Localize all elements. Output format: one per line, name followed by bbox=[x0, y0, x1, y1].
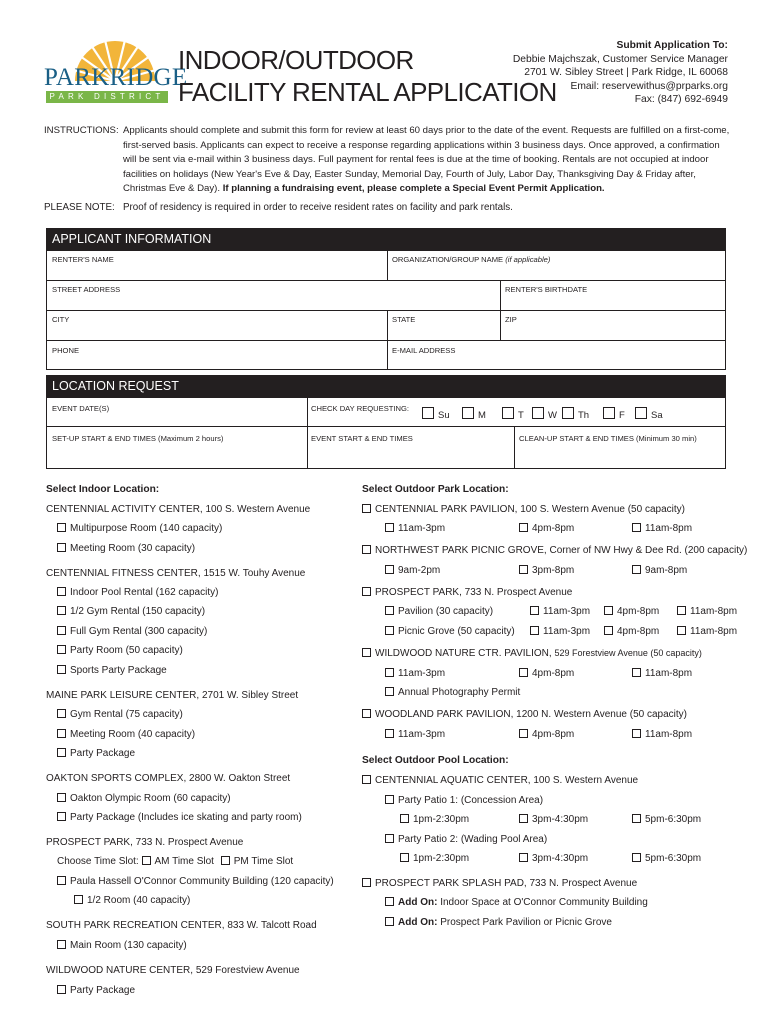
woodland-slot-1[interactable]: 11am-3pm bbox=[385, 728, 445, 741]
day-checkbox-m[interactable]: M bbox=[462, 407, 486, 421]
outdoor-heading: Select Outdoor Park Location: bbox=[362, 484, 509, 495]
woodland-pavilion-option[interactable]: WOODLAND PARK PAVILION, 1200 N. Western Avenue (50 capacity) bbox=[362, 708, 687, 721]
aquatic-center-option[interactable]: CENTENNIAL AQUATIC CENTER, 100 S. Western Avenue bbox=[362, 774, 638, 787]
wildwood-slot-1[interactable]: 11am-3pm bbox=[385, 667, 445, 680]
gym-rental-option[interactable]: Gym Rental (75 capacity) bbox=[57, 708, 183, 721]
renter-name-field[interactable]: RENTER'S NAME bbox=[52, 255, 114, 264]
meeting-room-30-option[interactable]: Meeting Room (30 capacity) bbox=[57, 542, 195, 555]
day-checkbox-sa[interactable]: Sa bbox=[635, 407, 663, 421]
northwest-slot-1[interactable]: 9am-2pm bbox=[385, 564, 440, 577]
event-times-field[interactable]: EVENT START & END TIMES bbox=[311, 434, 413, 443]
wildwood-slot-2[interactable]: 4pm-8pm bbox=[519, 667, 574, 680]
patio1-slot-2[interactable]: 3pm-4:30pm bbox=[519, 813, 588, 826]
olympic-room-option[interactable]: Oakton Olympic Room (60 capacity) bbox=[57, 792, 231, 805]
pm-slot-option[interactable]: PM Time Slot bbox=[217, 856, 293, 867]
grove-slot-3[interactable]: 11am-8pm bbox=[677, 625, 737, 638]
party-room-option[interactable]: Party Room (50 capacity) bbox=[57, 644, 183, 657]
wildwood-indoor-label: WILDWOOD NATURE CENTER, 529 Forestview Avenue bbox=[46, 965, 300, 976]
pavilion-option[interactable]: Pavilion (30 capacity) bbox=[385, 605, 493, 618]
day-checkbox-w[interactable]: W bbox=[532, 407, 557, 421]
pavilion-slot-2[interactable]: 4pm-8pm bbox=[604, 605, 659, 618]
woodland-slot-2[interactable]: 4pm-8pm bbox=[519, 728, 574, 741]
day-checkbox-t[interactable]: T bbox=[502, 407, 524, 421]
picnic-grove-option[interactable]: Picnic Grove (50 capacity) bbox=[385, 625, 515, 638]
applicant-box bbox=[46, 250, 726, 370]
page-title: INDOOR/OUTDOOR FACILITY RENTAL APPLICATION bbox=[178, 45, 557, 107]
patio1-slot-1[interactable]: 1pm-2:30pm bbox=[400, 813, 469, 826]
day-checkbox-f[interactable]: F bbox=[603, 407, 625, 421]
pavilion-slot-1[interactable]: 11am-3pm bbox=[530, 605, 590, 618]
half-room-option[interactable]: 1/2 Room (40 capacity) bbox=[74, 894, 190, 907]
centennial-fitness-label: CENTENNIAL FITNESS CENTER, 1515 W. Touhy Avenue bbox=[46, 568, 306, 579]
meeting-room-40-option[interactable]: Meeting Room (40 capacity) bbox=[57, 728, 195, 741]
half-gym-option[interactable]: 1/2 Gym Rental (150 capacity) bbox=[57, 605, 205, 618]
email-field[interactable]: E-MAIL ADDRESS bbox=[392, 346, 456, 355]
birthdate-field[interactable]: RENTER'S BIRTHDATE bbox=[505, 285, 588, 294]
wildwood-slot-3[interactable]: 11am-8pm bbox=[632, 667, 692, 680]
setup-times-field[interactable]: SET-UP START & END TIMES (Maximum 2 hours) bbox=[52, 434, 224, 443]
full-gym-option[interactable]: Full Gym Rental (300 capacity) bbox=[57, 625, 207, 638]
centennial-slot-1[interactable]: 11am-3pm bbox=[385, 522, 445, 535]
patio2-slot-2[interactable]: 3pm-4:30pm bbox=[519, 852, 588, 865]
splash-pad-option[interactable]: PROSPECT PARK SPLASH PAD, 733 N. Prospect Avenue bbox=[362, 877, 637, 890]
applicant-heading: APPLICANT INFORMATION bbox=[46, 228, 726, 250]
northwest-slot-2[interactable]: 3pm-8pm bbox=[519, 564, 574, 577]
day-checkbox-th[interactable]: Th bbox=[562, 407, 589, 421]
patio2-slot-3[interactable]: 5pm-6:30pm bbox=[632, 852, 701, 865]
maine-park-label: MAINE PARK LEISURE CENTER, 2701 W. Sibley Street bbox=[46, 690, 299, 701]
event-dates-field[interactable]: EVENT DATE(S) bbox=[52, 404, 110, 413]
logo-subtitle: PARK DISTRICT bbox=[49, 92, 165, 101]
wildwood-pavilion-option[interactable]: WILDWOOD NATURE CTR. PAVILION, 529 Forestview Avenue (50 capacity) bbox=[362, 647, 702, 660]
indoor-pool-option[interactable]: Indoor Pool Rental (162 capacity) bbox=[57, 586, 218, 599]
cleanup-times-field[interactable]: CLEAN-UP START & END TIMES (Minimum 30 min) bbox=[519, 434, 697, 443]
patio-1-option[interactable]: Party Patio 1: (Concession Area) bbox=[385, 794, 543, 807]
check-day-label: CHECK DAY REQUESTING: bbox=[311, 404, 410, 413]
phone-field[interactable]: PHONE bbox=[52, 346, 80, 355]
woodland-slot-3[interactable]: 11am-8pm bbox=[632, 728, 692, 741]
please-note: PLEASE NOTE: Proof of residency is required in order to receive resident rates on facility and park rentals. bbox=[44, 202, 513, 213]
am-slot-option[interactable]: AM Time Slot bbox=[142, 856, 214, 867]
location-box bbox=[46, 397, 726, 469]
sports-party-option[interactable]: Sports Party Package bbox=[57, 664, 167, 677]
maine-party-option[interactable]: Party Package bbox=[57, 747, 135, 760]
centennial-pavilion-option[interactable]: CENTENNIAL PARK PAVILION, 100 S. Western Avenue (50 capacity) bbox=[362, 503, 685, 516]
prospect-park-option[interactable]: PROSPECT PARK, 733 N. Prospect Avenue bbox=[362, 586, 572, 599]
time-slot-row: Choose Time Slot: AM Time Slot PM Time Slot bbox=[57, 856, 294, 867]
indoor-heading: Select Indoor Location: bbox=[46, 484, 160, 495]
northwest-grove-option[interactable]: NORTHWEST PARK PICNIC GROVE, Corner of NW Hwy & Dee Rd. (200 capacity) bbox=[362, 544, 747, 557]
submit-address: Submit Application To: Debbie Majchszak, Customer Service Manager 2701 W. Sibley Street | Park Ridge, IL 60068 Email: reservewithus@prparks.org Fax: (847) 692-6949 bbox=[512, 40, 728, 105]
centennial-slot-3[interactable]: 11am-8pm bbox=[632, 522, 692, 535]
organization-field[interactable]: ORGANIZATION/GROUP NAME (if applicable) bbox=[392, 255, 551, 264]
pavilion-slot-3[interactable]: 11am-8pm bbox=[677, 605, 737, 618]
city-field[interactable]: CITY bbox=[52, 315, 70, 324]
northwest-slot-3[interactable]: 9am-8pm bbox=[632, 564, 687, 577]
patio-2-option[interactable]: Party Patio 2: (Wading Pool Area) bbox=[385, 833, 547, 846]
instructions: INSTRUCTIONS: Applicants should complete and submit this form for review at least 60 days prior to the date of the event. Requests are fulfilled on a first-come, first-served basis. Applicants can expect to receive a response regarding applications within 3 business days. Once approved, a confirmation will be sent via e-mail within 3 business days. Full payment for rental fees is due at the time of booking. Rentals are not occupied at indoor facilities on holidays (New Year's Eve & Day, Easter Sunday, Memorial Day, Fourth of July, Labor Day, Thanksgiving Day & Friday after, Christmas Eve & Day). If planning a fundraising event, please complete a Special Event Permit Application. bbox=[44, 125, 730, 195]
patio1-slot-3[interactable]: 5pm-6:30pm bbox=[632, 813, 701, 826]
wildwood-party-option[interactable]: Party Package bbox=[57, 984, 135, 997]
day-checkbox-su[interactable]: Su bbox=[422, 407, 450, 421]
street-field[interactable]: STREET ADDRESS bbox=[52, 285, 121, 294]
location-heading: LOCATION REQUEST bbox=[46, 375, 726, 397]
zip-field[interactable]: ZIP bbox=[505, 315, 517, 324]
grove-slot-2[interactable]: 4pm-8pm bbox=[604, 625, 659, 638]
main-room-option[interactable]: Main Room (130 capacity) bbox=[57, 939, 187, 952]
centennial-activity-label: CENTENNIAL ACTIVITY CENTER, 100 S. Western Avenue bbox=[46, 504, 311, 515]
addon-oconnor-option[interactable]: Add On: Indoor Space at O'Connor Community Building bbox=[385, 896, 648, 909]
patio2-slot-1[interactable]: 1pm-2:30pm bbox=[400, 852, 469, 865]
south-park-label: SOUTH PARK RECREATION CENTER, 833 W. Talcott Road bbox=[46, 920, 317, 931]
multipurpose-room-option[interactable]: Multipurpose Room (140 capacity) bbox=[57, 522, 222, 535]
oakton-label: OAKTON SPORTS COMPLEX, 2800 W. Oakton Street bbox=[46, 773, 291, 784]
addon-pavilion-option[interactable]: Add On: Prospect Park Pavilion or Picnic Grove bbox=[385, 916, 612, 929]
photo-permit-option[interactable]: Annual Photography Permit bbox=[385, 686, 520, 699]
oakton-party-option[interactable]: Party Package (Includes ice skating and party room) bbox=[57, 811, 302, 824]
hassell-building-option[interactable]: Paula Hassell O'Connor Community Building (120 capacity) bbox=[57, 875, 334, 888]
centennial-slot-2[interactable]: 4pm-8pm bbox=[519, 522, 574, 535]
grove-slot-1[interactable]: 11am-3pm bbox=[530, 625, 590, 638]
pool-heading: Select Outdoor Pool Location: bbox=[362, 755, 509, 766]
prospect-indoor-label: PROSPECT PARK, 733 N. Prospect Avenue bbox=[46, 837, 244, 848]
state-field[interactable]: STATE bbox=[392, 315, 416, 324]
logo-wordmark: PARKRIDGE bbox=[44, 64, 188, 91]
